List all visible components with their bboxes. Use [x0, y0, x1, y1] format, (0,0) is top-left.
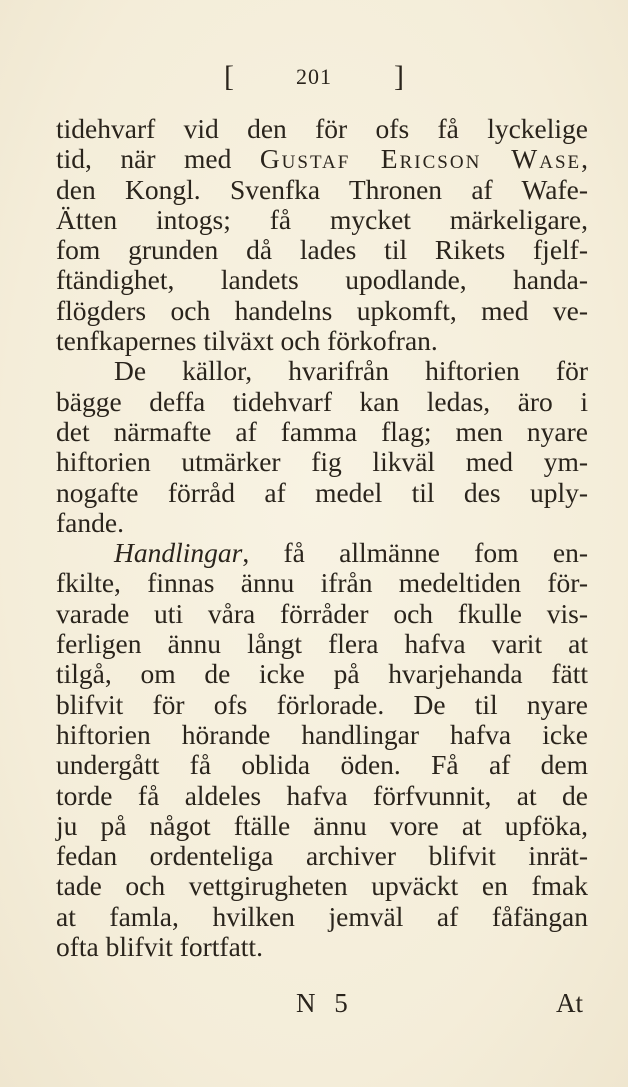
text-line-7: flögders och handelns upkomft, med ve-	[56, 294, 588, 326]
text-line-10: bägge deffa tidehvarf kan ledas, äro i	[56, 385, 588, 417]
text-line-26: tade och vettgirugheten upväckt en fmak	[56, 870, 588, 902]
royal-name: Gustaf Ericson Wase	[259, 143, 582, 175]
header-bracket-right: ]	[394, 60, 404, 93]
text-line-16: fkilte, finnas ännu ifrån medeltiden för-	[56, 567, 588, 599]
text-line-12: hiftorien utmärker fig likväl med ym-	[56, 446, 588, 478]
text-line-9: De källor, hvarifrån hiftorien för	[114, 355, 588, 387]
text-line-15-italic: Handlingar	[114, 537, 243, 569]
text-line-2	[56, 144, 588, 174]
text-line-15-rest: , få allmänne fom en-	[242, 537, 588, 569]
text-line-21: hiftorien hörande handlingar hafva icke	[56, 718, 588, 750]
text-line-6: ftändighet, landets upodlande, handa-	[56, 264, 588, 296]
text-line-22: undergått få oblida öden. Få af dem	[56, 749, 588, 781]
text-line-13: nogafte förråd af medel til des uply-	[56, 476, 588, 508]
text-line-2-pre: tid, när med	[56, 143, 232, 175]
text-line-19: tilgå, om de icke på hvarjehanda fätt	[56, 658, 588, 690]
text-line-2-post: ,	[581, 143, 588, 175]
text-line-14: fande.	[56, 506, 124, 538]
text-line-18: ferligen ännu långt flera hafva varit at	[56, 628, 588, 660]
text-line-20: blifvit för ofs förlorade. De til nyare	[56, 688, 588, 720]
text-line-11: det närmafte af famma flag; men nyare	[56, 415, 588, 447]
page-footer	[0, 988, 628, 1028]
catchword: At	[556, 988, 583, 1018]
text-line-24: ju på något ftälle ännu vore at upföka,	[56, 809, 588, 841]
header-bracket-left: [	[224, 60, 234, 93]
signature-mark: N 5	[296, 988, 354, 1018]
page-header	[0, 60, 628, 94]
text-line-28: ofta blifvit fortfatt.	[56, 931, 263, 963]
text-line-15	[56, 538, 588, 568]
text-line-23: torde få aldeles hafva förfvunnit, at de	[56, 779, 588, 811]
text-line-25: fedan ordenteliga archiver blifvit inrät-	[56, 840, 588, 872]
text-line-17: varade uti våra förråder och fkulle vis-	[56, 597, 588, 629]
body-text	[56, 114, 588, 962]
text-line-8: tenfkapernes tilväxt och förkofran.	[56, 325, 438, 357]
text-line-27: at famla, hvilken jemväl af fåfängan	[56, 900, 588, 932]
text-line-5: fom grunden då lades til Rikets fjelf-	[56, 234, 588, 266]
text-line-4: Ätten intogs; få mycket märkeligare,	[56, 203, 588, 235]
page-number: 201	[296, 64, 332, 89]
text-line-1: tidehvarf vid den för ofs få lyckelige	[56, 113, 588, 144]
text-line-3: den Kongl. Svenfka Thronen af Wafe-	[56, 173, 588, 205]
